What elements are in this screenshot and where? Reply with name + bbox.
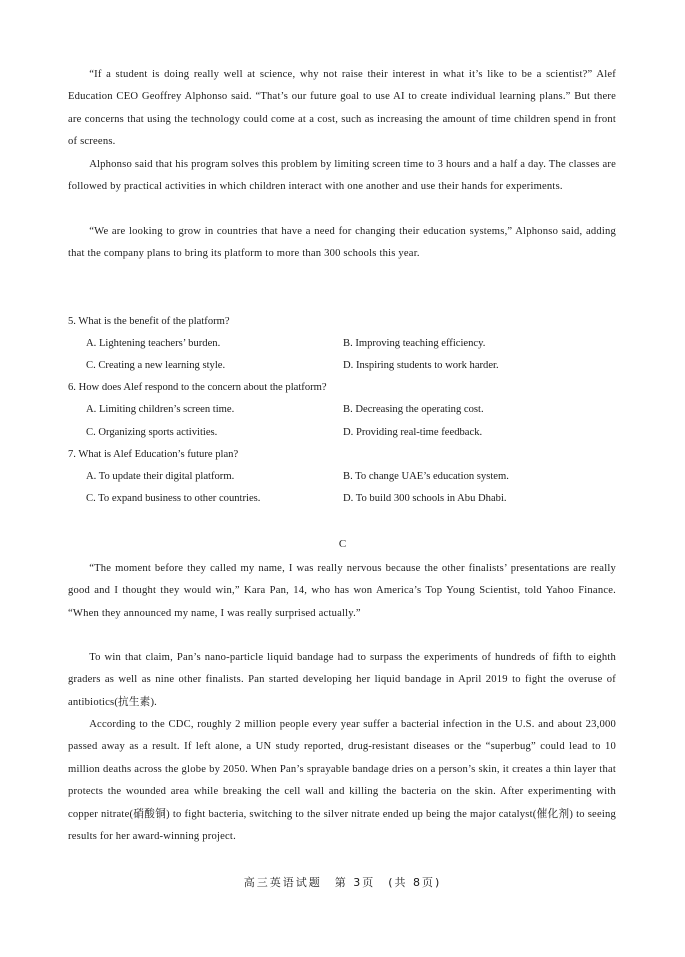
passage-b-paragraph-1: “If a student is doing really well at science, why not raise their interest in what it’s like to be a scientist?” Alef Education CEO Geoffrey Alphonso said. “That’s our future goal to use AI to create individual learning plans.” But there are concerns that using the technology could come at a cost, such as increasing the amount of time children spend in front of screens.	[68, 69, 616, 148]
question-7-option-d[interactable]: D. To build 300 schools in Abu Dhabi.	[343, 493, 507, 504]
question-5-option-b[interactable]: B. Improving teaching efficiency.	[343, 338, 486, 349]
page-footer: 高三英语试题 第 3页 (共 8页)	[243, 876, 442, 889]
question-5-stem: 5. What is the benefit of the platform?	[68, 316, 230, 327]
question-6-option-b[interactable]: B. Decreasing the operating cost.	[343, 404, 484, 415]
question-5-option-c[interactable]: C. Creating a new learning style.	[86, 360, 226, 371]
section-c-title: C	[338, 538, 347, 550]
question-7-option-b[interactable]: B. To change UAE’s education system.	[343, 471, 509, 482]
passage-b-paragraph-3: “We are looking to grow in countries that have a need for changing their education systems,” Alphonso said, adding that the company plans to bring its platform to more than 300 schools this year.	[68, 226, 616, 260]
question-7-option-c[interactable]: C. To expand business to other countries.	[86, 493, 261, 504]
question-6-option-d[interactable]: D. Providing real-time feedback.	[343, 427, 483, 438]
question-5-option-d[interactable]: D. Inspiring students to work harder.	[343, 360, 499, 371]
passage-c-paragraph-3: According to the CDC, roughly 2 million people every year suffer a bacterial infection in the U.S. and about 23,000 passed away as a result. If left alone, a UN study reported, drug-resistant diseases or the “superbug” could lead to 10 million deaths across the globe by 2050. When Pan’s sprayable bandage dries on a person’s skin, it creates a thin layer that protects the wounded area while breaking the cell wall and killing the bacteria on the skin. After experimenting with copper nitrate(硝酸铜) to fight bacteria, switching to the silver nitrate ended up being the major catalyst(催化剂) to seeing results for her award-winning project.	[68, 719, 616, 843]
passage-c-paragraph-2: To win that claim, Pan’s nano-particle liquid bandage had to surpass the experiments of hundreds of fifth to eighth graders as well as nine other finalists. Pan started developing her liquid bandage in April 2019 to fight the overuse of antibiotics(抗生素).	[68, 652, 616, 708]
question-5-option-a[interactable]: A. Lightening teachers’ burden.	[86, 338, 221, 349]
passage-c-paragraph-1: “The moment before they called my name, I was really nervous because the other finalists’ presentations are really good and I thought they would win,” Kara Pan, 14, who has won America’s Top Young Scientist, told Yahoo Finance. “When they announced my name, I was really surprised actually.”	[68, 563, 616, 619]
question-6-stem: 6. How does Alef respond to the concern about the platform?	[68, 382, 327, 393]
question-7-option-a[interactable]: A. To update their digital platform.	[86, 471, 235, 482]
question-6-option-a[interactable]: A. Limiting children’s screen time.	[86, 404, 235, 415]
passage-b-paragraph-2: Alphonso said that his program solves this problem by limiting screen time to 3 hours and a half a day. The classes are followed by practical activities in which children interact with one another and use their hands for experiments.	[68, 159, 616, 193]
question-6-option-c[interactable]: C. Organizing sports activities.	[86, 427, 218, 438]
question-7-stem: 7. What is Alef Education’s future plan?	[68, 449, 239, 460]
